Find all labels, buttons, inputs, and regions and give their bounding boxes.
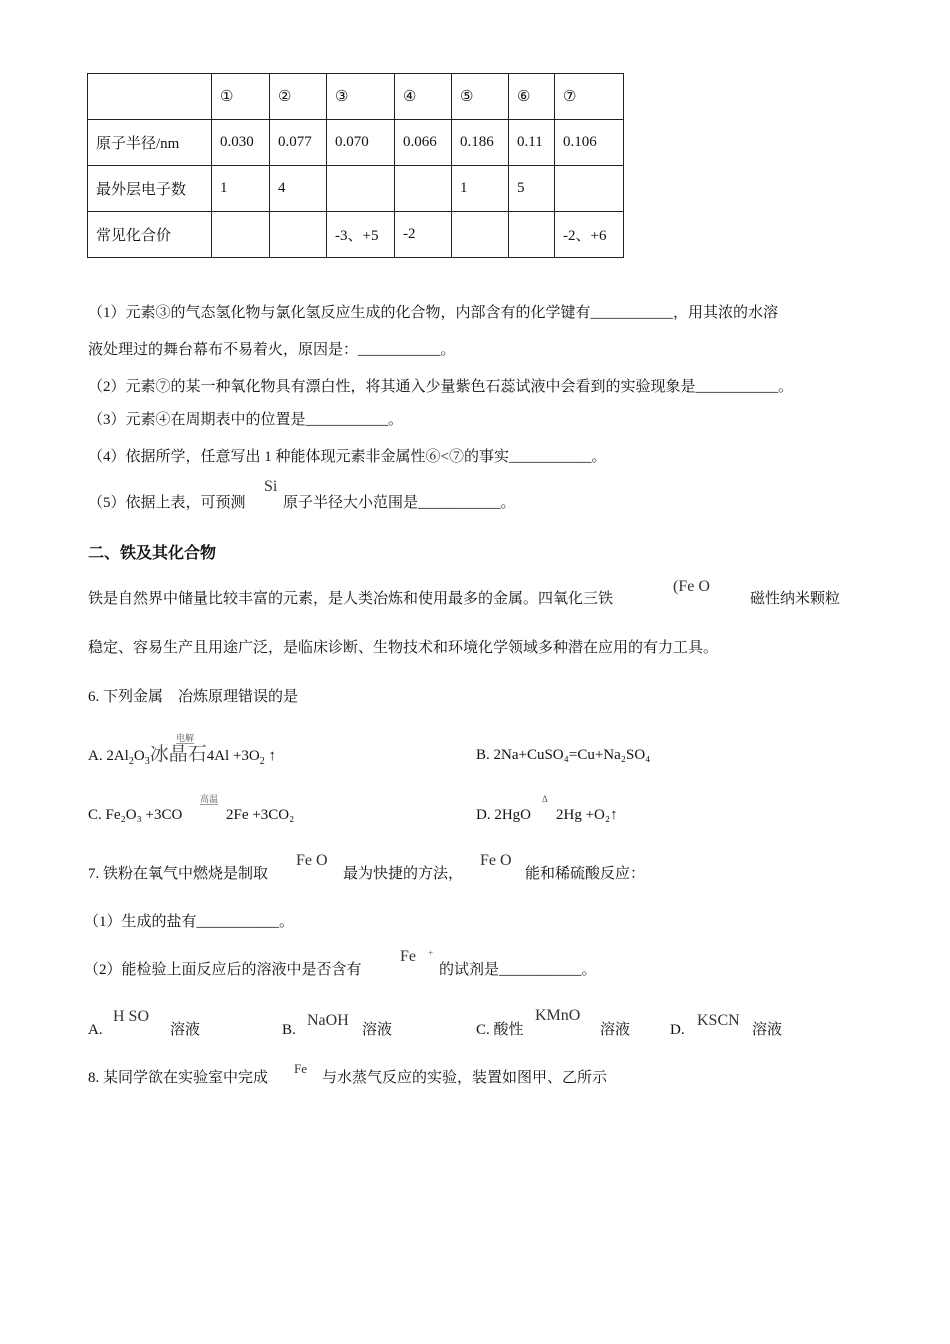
- reaction-condition: 冰晶石: [149, 744, 207, 765]
- si-formula: Si: [264, 478, 278, 495]
- table-cell: 0.070: [327, 120, 395, 166]
- q8-stem-a: 8. 某同学欲在实验室中完成: [88, 1070, 269, 1086]
- table-cell: ③: [327, 74, 395, 120]
- option-b-label[interactable]: B.: [282, 1022, 296, 1038]
- table-cell: 5: [509, 166, 555, 212]
- q5-line-1: （1）元素③的气态氢化物与氯化氢反应生成的化合物，内部含有的化学键有___________，用其浓的水溶: [88, 305, 779, 321]
- table-cell: ⑦: [555, 74, 624, 120]
- table-cell: -2、+6: [555, 212, 624, 258]
- table-cell: 0.077: [270, 120, 327, 166]
- table-cell: [88, 74, 212, 120]
- q6-option-b: B. 2Na+CuSO₄=Cu+Na₂SO₄: [476, 747, 651, 763]
- fe3o4-formula: (Fe O: [673, 578, 710, 595]
- q8-stem-b: 与水蒸气反应的实验，装置如图甲、乙所示: [322, 1070, 608, 1086]
- q5-line-6a: （5）依据上表，可预测: [88, 495, 246, 511]
- text: 2: [128, 756, 134, 767]
- text: ↑: [264, 748, 276, 764]
- table-row: [88, 120, 624, 166]
- table-cell: ②: [270, 74, 327, 120]
- table-cell: [452, 212, 509, 258]
- table-cell: 最外层电子数: [88, 166, 212, 212]
- table-cell: [270, 212, 327, 258]
- table-cell: ④: [395, 74, 452, 120]
- table-cell: 0.106: [555, 120, 624, 166]
- element-table: [87, 73, 624, 258]
- text: 3: [144, 756, 150, 767]
- q6-option-a: [88, 745, 276, 772]
- q5-line-5: （4）依据所学，任意写出 1 种能体现元素非金属性⑥<⑦的事实___________。: [88, 449, 607, 465]
- table-row: [88, 212, 624, 258]
- q7-sub-2b: 的试剂是___________。: [439, 962, 597, 978]
- q7-sub-2a: （2）能检验上面反应后的溶液中是否含有: [84, 962, 362, 978]
- option-c-label[interactable]: C. 酸性: [476, 1022, 524, 1038]
- table-cell: 0.11: [509, 120, 555, 166]
- q6-option-d2: 2Hg +O₂↑: [556, 807, 618, 823]
- option-b-suffix: 溶液: [362, 1022, 393, 1038]
- option-d-label[interactable]: D.: [670, 1022, 685, 1038]
- option-d-suffix: 溶液: [752, 1022, 783, 1038]
- table-cell: 0.066: [395, 120, 452, 166]
- option-b-formula: NaOH: [307, 1012, 349, 1029]
- q6-option-c: C. Fe₂O₃ +3CO: [88, 807, 183, 823]
- option-c-suffix: 溶液: [600, 1022, 631, 1038]
- section-paragraph-1: 铁是自然界中储量比较丰富的元素，是人类冶炼和使用最多的金属。四氧化三铁: [88, 591, 614, 607]
- q7-stem-c: 能和稀硫酸反应：: [525, 866, 646, 882]
- table-cell: -2: [395, 212, 452, 258]
- option-c-formula: KMnO: [535, 1007, 581, 1024]
- q6-stem: 6. 下列金属 冶炼原理错误的是: [88, 689, 299, 705]
- q7-sub-1: （1）生成的盐有___________。: [84, 914, 295, 930]
- text: 2: [259, 756, 265, 767]
- section-paragraph-2: 稳定、容易生产且用途广泛，是临床诊断、生物技术和环境化学领域多种潜在应用的有力工具。: [88, 640, 719, 656]
- text: 4Al +3O: [206, 748, 260, 764]
- q5-line-3: （2）元素⑦的某一种氧化物具有漂白性，将其通入少量紫色石蕊试液中会看到的实验现象是___________。: [88, 379, 794, 395]
- q7-stem-b: 最为快捷的方法，: [343, 866, 464, 882]
- option-a-suffix: 溶液: [170, 1022, 201, 1038]
- option-a-formula: H SO: [113, 1008, 150, 1025]
- table-cell: [212, 212, 270, 258]
- condition-top-c: 高温: [200, 794, 219, 804]
- section-paragraph-1b: 磁性纳米颗粒: [750, 591, 841, 607]
- option-d-formula: KSCN: [697, 1012, 740, 1029]
- table-cell: 4: [270, 166, 327, 212]
- text: A. 2Al: [88, 748, 129, 764]
- table-cell: ⑤: [452, 74, 509, 120]
- q5-line-6b: 原子半径大小范围是___________。: [283, 495, 516, 511]
- table-cell: 1: [452, 166, 509, 212]
- table-cell: 原子半径/nm: [88, 120, 212, 166]
- table-cell: 0.030: [212, 120, 270, 166]
- table-cell: 常见化合价: [88, 212, 212, 258]
- table-row: [88, 166, 624, 212]
- q6-option-c2: 2Fe +3CO₂: [226, 807, 295, 823]
- table-cell: [327, 166, 395, 212]
- table-cell: [395, 166, 452, 212]
- condition-top-a: 电解: [176, 733, 195, 743]
- table-cell: -3、+5: [327, 212, 395, 258]
- q5-line-4: （3）元素④在周期表中的位置是___________。: [88, 412, 404, 428]
- option-a-label[interactable]: A.: [88, 1022, 103, 1038]
- text: O: [133, 748, 145, 764]
- q6-option-d: D. 2HgO: [476, 807, 531, 823]
- table-cell: [555, 166, 624, 212]
- table-cell: ⑥: [509, 74, 555, 120]
- condition-top-d: Δ: [542, 794, 548, 804]
- table-cell: 0.186: [452, 120, 509, 166]
- table-cell: 1: [212, 166, 270, 212]
- table-cell: ①: [212, 74, 270, 120]
- formula: Fe O: [480, 852, 512, 869]
- q5-line-2: 液处理过的舞台幕布不易着火，原因是：___________。: [88, 342, 456, 358]
- table-header-row: [88, 74, 624, 120]
- section-heading: 二、铁及其化合物: [88, 543, 217, 562]
- charge: +: [428, 948, 434, 958]
- formula: Fe O: [296, 852, 328, 869]
- formula: Fe: [294, 1061, 307, 1076]
- q7-stem-a: 7. 铁粉在氧气中燃烧是制取: [88, 866, 269, 882]
- table-cell: [509, 212, 555, 258]
- formula: Fe: [400, 948, 416, 965]
